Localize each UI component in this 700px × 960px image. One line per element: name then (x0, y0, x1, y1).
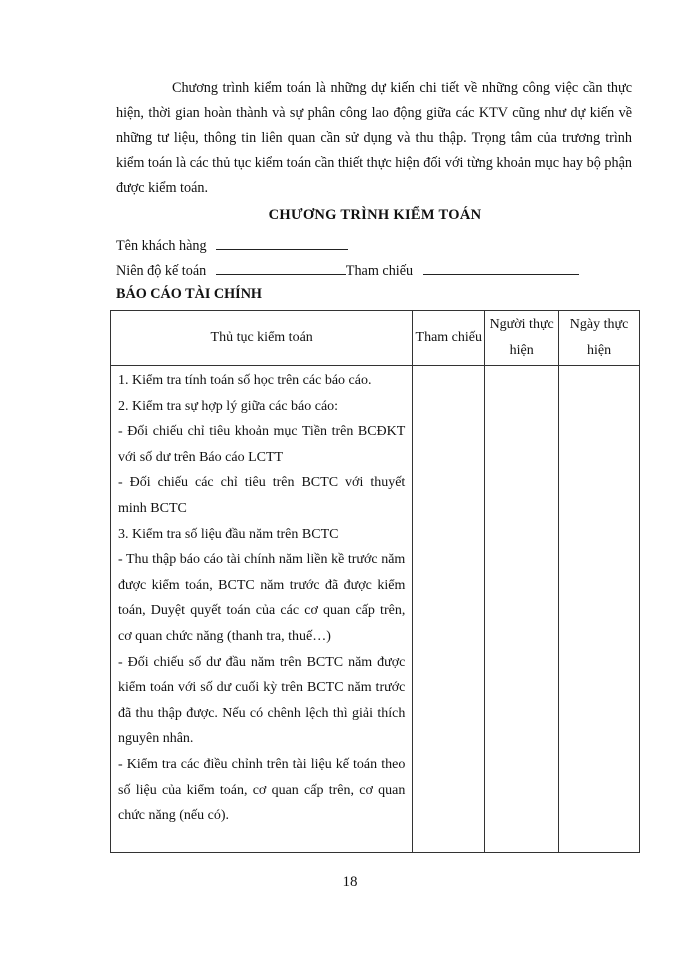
table-header-row (111, 311, 640, 366)
header-procedure: Thủ tục kiểm toán (111, 311, 413, 366)
period-field (116, 260, 579, 280)
date-cell (559, 366, 640, 853)
reference-cell (413, 366, 485, 853)
procedure-item: - Thu thập báo cáo tài chính năm liền kề trước năm được kiểm toán, BCTC năm trước đã được kiểm toán, Duyệt quyết toán của các cơ quan cấp trên, cơ quan chức năng (thanh tra, thuế…) (118, 552, 406, 644)
procedure-item: - Đối chiếu số dư đầu năm trên BCTC năm được kiểm toán với số dư cuối kỳ trên BCTC năm trước đã thu thập được. Nếu có chênh lệch thì giải thích nguyên nhân. (118, 654, 406, 747)
reference-label: Tham chiếu (345, 263, 414, 279)
client-label: Tên khách hàng (116, 238, 207, 254)
page-number: 18 (342, 874, 358, 890)
section-title: BÁO CÁO TÀI CHÍNH (116, 286, 262, 302)
procedure-item: - Đối chiếu chỉ tiêu khoản mục Tiền trên BCĐKT với số dư trên Báo cáo LCTT (118, 424, 406, 465)
procedure-item: 3. Kiểm tra số liệu đầu năm trên BCTC (118, 526, 339, 542)
header-date: Ngày thực hiện (559, 311, 640, 366)
reference-blank (423, 260, 579, 275)
document-title: CHƯƠNG TRÌNH KIỂM TOÁN (268, 207, 482, 223)
procedure-item: 1. Kiểm tra tính toán số học trên các báo cáo. (118, 373, 372, 388)
period-label: Niên độ kế toán (116, 263, 207, 279)
procedure-item: - Kiểm tra các điều chỉnh trên tài liệu kế toán theo số liệu của kiểm toán, cơ quan cấp trên, cơ quan chức năng (nếu có). (118, 756, 406, 824)
header-performer: Người thực hiện (485, 311, 559, 366)
period-blank (216, 260, 346, 275)
intro-paragraph: Chương trình kiểm toán là những dự kiến chi tiết về những công việc cần thực hiện, thời gian hoàn thành và sự phân công lao động giữa các KTV cũng như dự kiến về những tư liệu, thông tin liên quan cần sử dụng và thu thập. Trọng tâm của trương trình kiểm toán là các thủ tục kiểm toán cần thiết thực hiện đối với từng khoản mục hay bộ phận được kiểm toán. (116, 80, 632, 196)
procedure-item: 2. Kiểm tra sự hợp lý giữa các báo cáo: (118, 398, 339, 414)
performer-cell (485, 366, 559, 853)
audit-procedure-table (110, 310, 640, 853)
header-reference: Tham chiếu (413, 311, 485, 366)
procedure-cell (111, 366, 413, 853)
procedure-item: - Đối chiếu các chỉ tiêu trên BCTC với thuyết minh BCTC (118, 475, 406, 516)
table-row (111, 366, 640, 853)
client-blank (216, 235, 348, 250)
client-field (116, 235, 348, 255)
